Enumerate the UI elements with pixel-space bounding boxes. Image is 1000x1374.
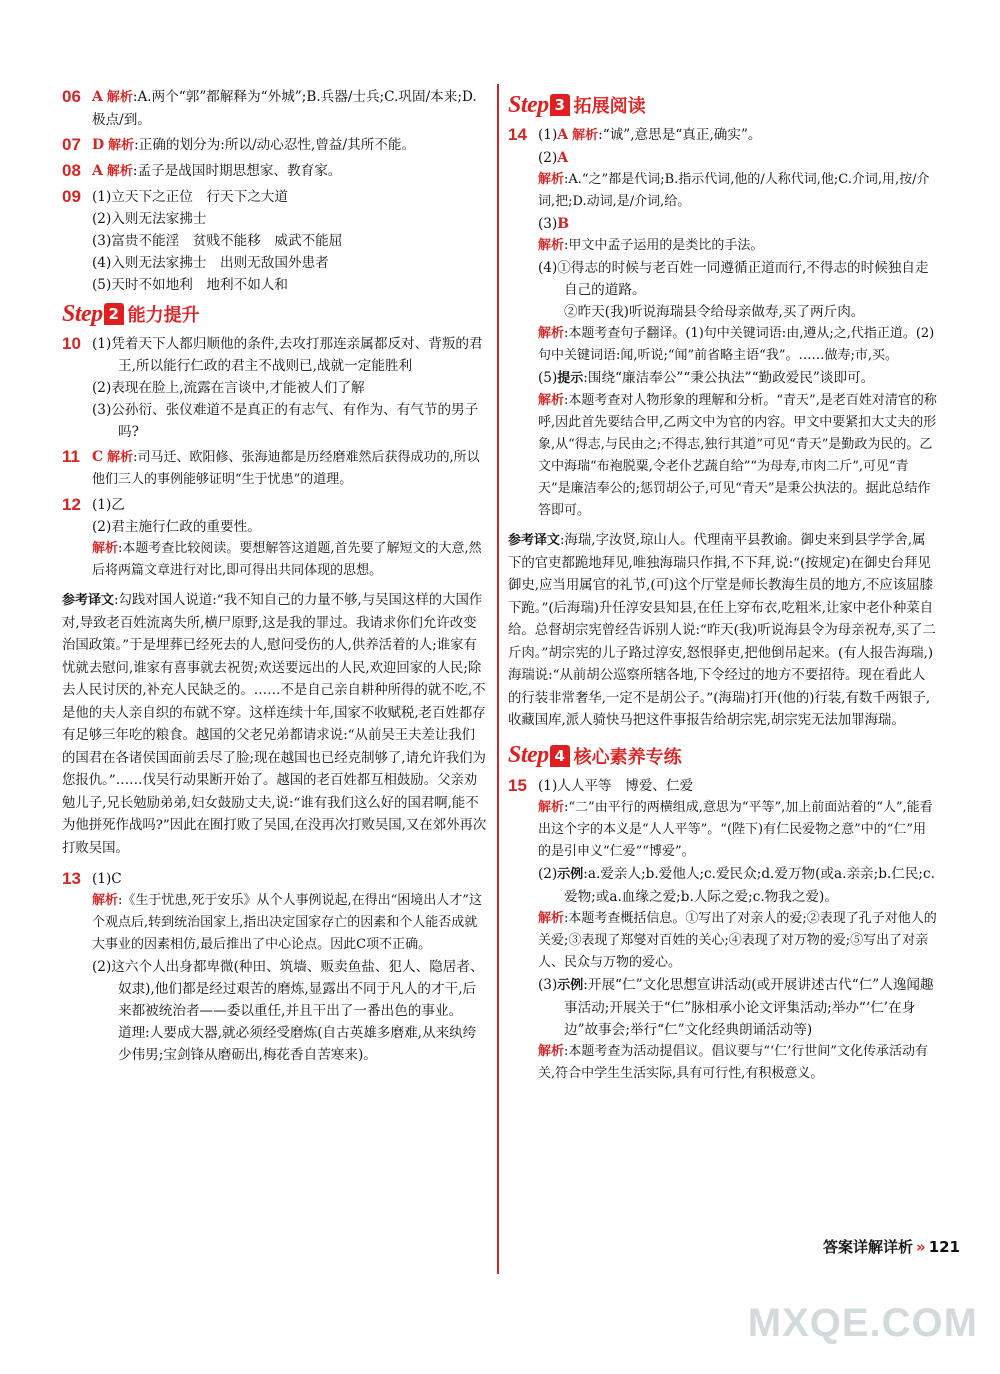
step-title: 拓展阅读 [573, 96, 646, 117]
footer-label: 答案详解详析 [822, 1238, 913, 1256]
step-word: Step [508, 91, 549, 118]
analysis-label: 解析 [538, 1043, 565, 1059]
answer-letter: D [92, 137, 105, 153]
question-10 [62, 333, 487, 443]
question-number: 08 [62, 161, 81, 180]
step-title: 能力提升 [127, 305, 200, 326]
analysis-text: :本题考查对人物形象的理解和分析。“青天”,是老百姓对清官的称呼,因此首先要结合甲,乙两文中为官的内容。甲文中要紧扣大丈夫的形象,从“得志,与民由之;不得志,独行其道”可见“青天”是勤政为民的。乙文中海瑞“布袍脱粟,令老仆艺蔬自给”“为母寿,市肉二斤”,可见“青天”是廉洁奉公的;惩罚胡公子,可见“青天”是秉公执法的。据此总结作答即可。 [538, 393, 937, 518]
translation-label: 参考译文 [508, 533, 561, 548]
analysis-label: 解析 [108, 138, 135, 153]
answer-line: (1)人人平等 博爱、仁爱 [538, 777, 694, 794]
sub-number: (3) [538, 216, 558, 232]
sub-number: (3) [538, 976, 558, 993]
example-label: 示例 [557, 977, 584, 993]
analysis-text: :正确的划分为:所以/动心忍性,曾益/其所不能。 [134, 137, 416, 153]
analysis-text: :孟子是战国时期思想家、教育家。 [132, 163, 342, 179]
column-divider [497, 84, 499, 1274]
hint-label: 提示 [557, 371, 584, 386]
analysis-text: :本题考查为活动提倡议。倡议要与“‘仁’行世间”文化传承活动有关,符合中学生生活实际,具有可行性,有积极意义。 [538, 1043, 928, 1081]
reference-translation [508, 530, 938, 733]
right-column [508, 88, 938, 1088]
question-13 [62, 868, 487, 1066]
left-column [62, 86, 487, 1069]
analysis-label: 解析 [92, 893, 119, 908]
sub-number: (2) [538, 150, 558, 166]
example-label: 示例 [557, 866, 584, 882]
answer-line: (1)乙 [92, 497, 125, 513]
question-number: 15 [508, 775, 527, 795]
analysis-text: :A.“之”都是代词;B.指示代词,他的/人称代词,他;C.介词,用,按/介词,把;D.动词,是/介词,给。 [538, 172, 930, 209]
chevron-right-icon: » [915, 1238, 926, 1256]
reference-translation [62, 590, 487, 860]
analysis-text: :甲文中孟子运用的是类比的手法。 [564, 238, 764, 253]
page-footer [823, 1236, 960, 1257]
answer-line: (5)天时不如地利 地利不如人和 [92, 277, 288, 293]
answer-line: (2)君主施行仁政的重要性。 [92, 519, 261, 535]
analysis-label: 解析 [538, 238, 565, 253]
question-11 [62, 446, 487, 491]
answer-letter: C [92, 449, 104, 465]
analysis-label: 解析 [538, 799, 565, 815]
analysis-text: :本题考查比较阅读。要想解答这道题,首先要了解短文的大意,然后将两篇文章进行对比,即可得出共同体现的思想。 [92, 541, 482, 578]
watermark: MXQE.COM [747, 1301, 978, 1345]
question-15 [508, 775, 938, 1085]
sub-number: (1) [538, 127, 558, 143]
analysis-text: :本题考查概括信息。①写出了对亲人的爱;②表现了孔子对他人的关爱;③表现了郑燮对百姓的关心;④表现了对万物的爱;⑤写出了对亲人、民众与万物的爱心。 [538, 910, 937, 970]
hint-text: :围绕“廉洁奉公”“秉公执法”“勤政爱民”谈即可。 [583, 370, 875, 386]
step-title: 核心素养专练 [573, 746, 682, 768]
answer-line: (1)立天下之正位 行天下之大道 [92, 189, 288, 205]
analysis-text: :司马迁、欧阳修、张海迪都是历经磨难然后获得成功的,所以他们三人的事例能够证明“生于忧患”的道理。 [92, 450, 480, 487]
step-word: Step [62, 300, 103, 327]
answer-line: (1)C [92, 871, 122, 887]
analysis-label: 解析 [538, 910, 565, 926]
question-number: 06 [62, 87, 81, 106]
step-3-header [508, 90, 938, 120]
answer-line: (2)入则无法家拂士 [92, 211, 207, 227]
question-08 [62, 160, 487, 183]
question-number: 10 [62, 334, 81, 353]
translation-text: :勾践对国人说道:“我不知自己的力量不够,与吴国这样的大国作对,导致老百姓流离失所,横尸原野,这是我的罪过。我请求你们允许改变治国政策。”于是埋葬已经死去的人,慰问受伤的人,供养活着的人;谁家有忧就去慰问,谁家有喜事就去祝贺;欢送要远出的人民,欢迎回家的人民;除去人民讨厌的,补充人民缺乏的。……不是自己亲自耕种所得的就不吃,不是他的夫人亲自织的布就不穿。这样连续十年,国家不收赋税,老百姓都存有足够三年吃的粮食。越国的父老兄弟都请求说:“从前吴王夫差让我们的国君在各诸侯国面前丢尽了脸;现在越国也已经克制够了,请允许我们为您报仇。”……伐吴行动果断开始了。越国的老百姓都互相鼓励。父亲劝勉儿子,兄长勉励弟弟,妇女鼓励丈夫,说:“谁有我们这么好的国君啊,能不为他拼死作战吗?”因此在囿打败了吴国,在没再次打败吴国,又在郊外再次打败吴国。 [62, 593, 487, 856]
analysis-label: 解析 [538, 326, 565, 341]
example-text: :a.爱亲人;b.爱他人;c.爱民众;d.爱万物(或a.亲亲;b.仁民;c.爱物;或a.血缘之爱;b.人际之爱;c.物我之爱)。 [564, 865, 935, 905]
answer-line: (1)凭着天下人都归顺他的条件,去攻打那连亲属都反对、背叛的君王,所以能行仁政的君主不战则已,战就一定能胜利 [92, 336, 483, 374]
question-07 [62, 134, 487, 157]
step-2-header [62, 299, 487, 329]
analysis-text: :“二”由平行的两横组成,意思为“平等”,加上前面站着的“人”,能看出这个字的本义是“人人平等”。“(陛下)有仁民爱物之意”中的“仁”用的是引申义“仁爱”“博爱”。 [538, 799, 933, 859]
analysis-text: :A.两个“郭”都解释为“外城”;B.兵器/士兵;C.巩固/本来;D.极点/到。 [92, 89, 477, 128]
translation-text: :海瑞,字汝贤,琼山人。代理南平县教谕。御史来到县学学舍,属下的官吏都跪地拜见,唯独海瑞只作揖,不下拜,说:“(按规定)在御史台拜见御史,应当用属官的礼节,(可)这个厅堂是师长教海生员的地方,不应该屈膝下跪。”(后海瑞)升任淳安县知县,在任上穿布衣,吃粗米,让家中老仆种菜自给。总督胡宗宪曾经告诉别人说:“昨天(我)听说海县令为母亲祝寿,买了二斤肉。”胡宗宪的儿子路过淳安,怒恨驿吏,把他倒吊起来。(有人报告海瑞,)海瑞说:“从前胡公巡察所辖各地,下令经过的地方不要招待。现在看此人的行装非常奢华,一定不是胡公子。”(海瑞)打开(他的)行装,有数千两银子,收藏国库,派人骑快马把这件事报告给胡宗宪,胡宗宪无法加罪海瑞。 [508, 533, 936, 728]
example-text: :开展“仁”文化思想宣讲活动(或开展讲述古代“仁”人逸闻趣事活动;开展关于“仁”脉相承小论文评集活动;举办“‘仁’在身边”故事会;举行“仁”文化经典朗诵活动等) [564, 976, 934, 1038]
analysis-label: 解析 [107, 450, 134, 465]
question-number: 11 [62, 447, 80, 466]
answer-letter: B [557, 216, 570, 232]
analysis-label: 解析 [106, 90, 133, 105]
page-number: 121 [928, 1238, 960, 1256]
step-4-header [508, 741, 938, 771]
question-06 [62, 86, 487, 131]
analysis-text: :本题考查句子翻译。(1)句中关键词语:由,遵从;之,代指正道。(2)句中关键词语:闻,听说;“闻”前省略主语“我”。……做寿;市,买。 [538, 326, 935, 363]
sub-number: (5) [538, 370, 558, 386]
answer-letter: A [92, 163, 103, 179]
answer-letter: A [557, 150, 569, 166]
answer-letter: A [92, 89, 103, 105]
analysis-label: 解析 [538, 172, 565, 187]
answer-line: (3)公孙衍、张仪难道不是真正的有志气、有作为、有气节的男子吗? [92, 402, 479, 440]
analysis-text: :《生于忧患,死于安乐》从个人事例说起,在得出“困境出人才”这个观点后,转到统治国家上,指出决定国家存亡的因素和个人能否成就大事业的因素相仿,最后推出了中心论点。因此C项不正确。 [92, 893, 482, 952]
question-number: 13 [62, 869, 81, 888]
step-number: 3 [550, 94, 570, 116]
answer-paragraph: (2)这六个人出身都卑微(种田、筑墙、贩卖鱼盐、犯人、隐居者、奴隶),他们都是经过艰苦的磨炼,显露出不同于凡人的才干,后来都被统治者——委以重任,并且干出了一番出色的事业。 [92, 959, 484, 1019]
translation-label: 参考译文 [62, 593, 115, 608]
answer-line: (2)表现在脸上,流露在言谈中,才能被人们了解 [92, 380, 365, 396]
question-number: 09 [62, 187, 81, 206]
step-word: Step [508, 742, 549, 768]
question-number: 12 [62, 495, 81, 514]
answer-paragraph: (4)①得志的时候与老百姓一同遵循正道而行,不得志的时候独自走自己的道路。 [538, 260, 929, 298]
answer-paragraph: 道理:人要成大器,就必须经受磨炼(自古英雄多磨难,从来纨绔少伟男;宝剑锋从磨砺出,梅花香自苦寒来)。 [118, 1025, 477, 1063]
question-number: 14 [508, 125, 527, 144]
analysis-label: 解析 [538, 393, 565, 408]
question-12 [62, 494, 487, 582]
analysis-label: 解析 [572, 128, 599, 143]
analysis-label: 解析 [92, 541, 119, 556]
answer-paragraph: ②昨天(我)听说海瑞县令给母亲做寿,买了两斤肉。 [564, 304, 865, 320]
analysis-label: 解析 [106, 164, 133, 179]
analysis-text: :“诚”,意思是“真正,确实”。 [598, 127, 762, 143]
answer-letter: A [557, 127, 569, 143]
sub-number: (2) [538, 865, 558, 882]
answer-line: (4)入则无法家拂士 出则无敌国外患者 [92, 255, 329, 271]
question-number: 07 [62, 135, 81, 154]
step-number: 2 [104, 303, 124, 325]
question-09 [62, 186, 487, 296]
step-number: 4 [550, 745, 570, 767]
answer-line: (3)富贵不能淫 贫贱不能移 威武不能屈 [92, 233, 343, 249]
question-14 [508, 124, 938, 522]
